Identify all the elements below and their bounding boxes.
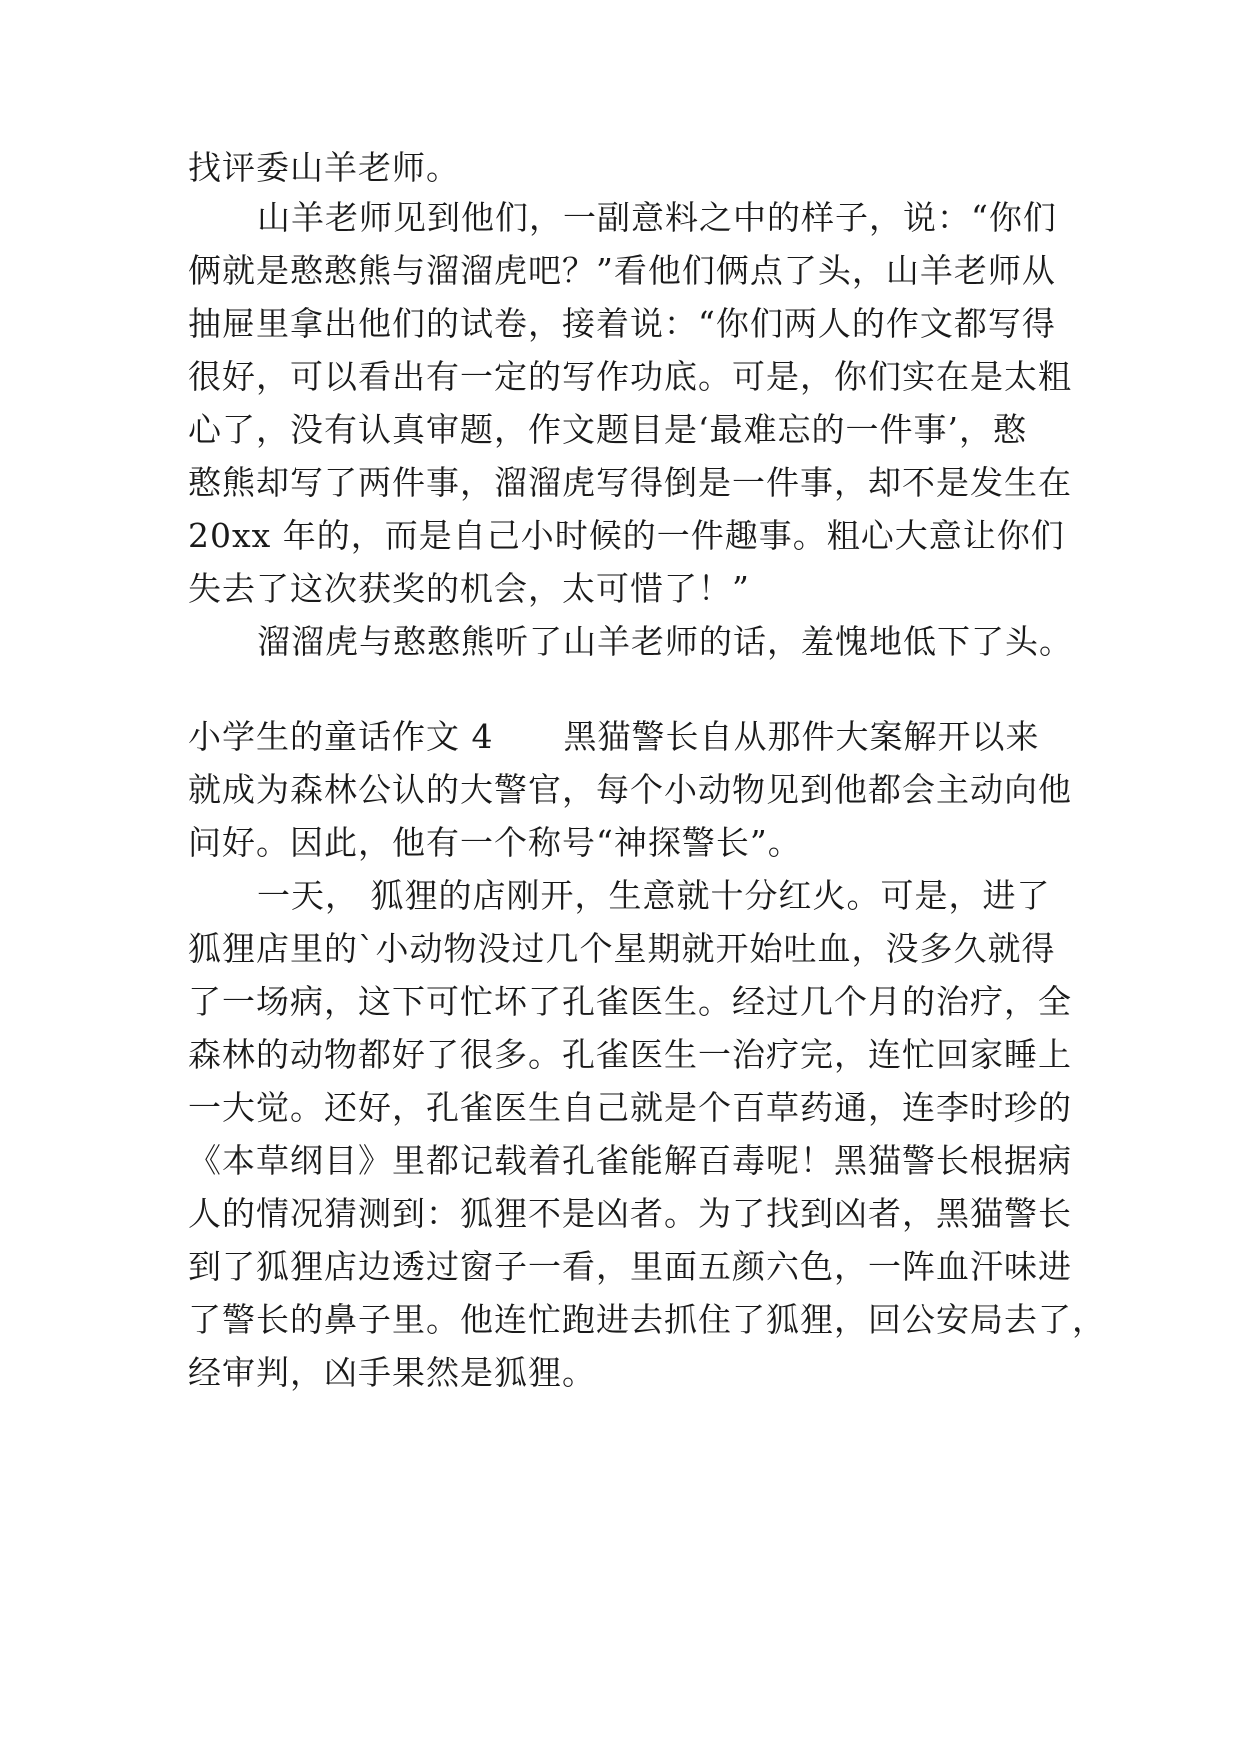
- paragraph-line: 森林的动物都好了很多。孔雀医生一治疗完，连忙回家睡上: [188, 1035, 1072, 1074]
- paragraph-line: 了警长的鼻子里。他连忙跑进去抓住了狐狸，回公安局去了，: [188, 1300, 1106, 1339]
- paragraph-text: 黑猫警长自从那件大案解开以来: [563, 717, 1040, 756]
- paragraph-line: 人的情况猜测到：狐狸不是凶者。为了找到凶者，黑猫警长: [188, 1194, 1072, 1233]
- section-heading-line: [188, 717, 1068, 757]
- paragraph-line: 《本草纲目》里都记载着孔雀能解百毒呢！黑猫警长根据病: [188, 1141, 1072, 1180]
- paragraph-line: 心了，没有认真审题，作文题目是‘最难忘的一件事’，憨: [188, 410, 1027, 449]
- paragraph-line: 问好。因此，他有一个称号“神探警长”。: [188, 823, 802, 862]
- paragraph-line: 了一场病，这下可忙坏了孔雀医生。经过几个月的治疗，全: [188, 982, 1072, 1021]
- paragraph-line: 山羊老师见到他们，一副意料之中的样子，说：“你们: [257, 198, 1057, 237]
- paragraph-line: 20xx 年的，而是自己小时候的一件趣事。粗心大意让你们: [188, 516, 1065, 555]
- paragraph-line: 就成为森林公认的大警官，每个小动物见到他都会主动向他: [188, 770, 1072, 809]
- paragraph-line: 一大觉。还好，孔雀医生自己就是个百草药通，连李时珍的: [188, 1088, 1072, 1127]
- paragraph-line: 俩就是憨憨熊与溜溜虎吧？”看他们俩点了头，山羊老师从: [188, 251, 1056, 290]
- paragraph-line: 一天， 狐狸的店刚开，生意就十分红火。可是，进了: [257, 876, 1051, 915]
- paragraph-line: 憨熊却写了两件事，溜溜虎写得倒是一件事，却不是发生在: [188, 463, 1072, 502]
- paragraph-line: 抽屉里拿出他们的试卷，接着说：“你们两人的作文都写得: [188, 304, 1056, 343]
- paragraph-line: 到了狐狸店边透过窗子一看，里面五颜六色，一阵血汗味进: [188, 1247, 1072, 1286]
- paragraph-line: 很好，可以看出有一定的写作功底。可是，你们实在是太粗: [188, 357, 1072, 396]
- paragraph-line: 溜溜虎与憨憨熊听了山羊老师的话，羞愧地低下了头。: [257, 622, 1073, 661]
- paragraph-line: 找评委山羊老师。: [188, 148, 460, 187]
- paragraph-line: 经审判，凶手果然是狐狸。: [188, 1353, 596, 1392]
- paragraph-line: 狐狸店里的`小动物没过几个星期就开始吐血，没多久就得: [188, 929, 1056, 968]
- paragraph-line: 失去了这次获奖的机会，太可惜了！”: [188, 569, 750, 608]
- section-title: 小学生的童话作文 4: [188, 717, 494, 756]
